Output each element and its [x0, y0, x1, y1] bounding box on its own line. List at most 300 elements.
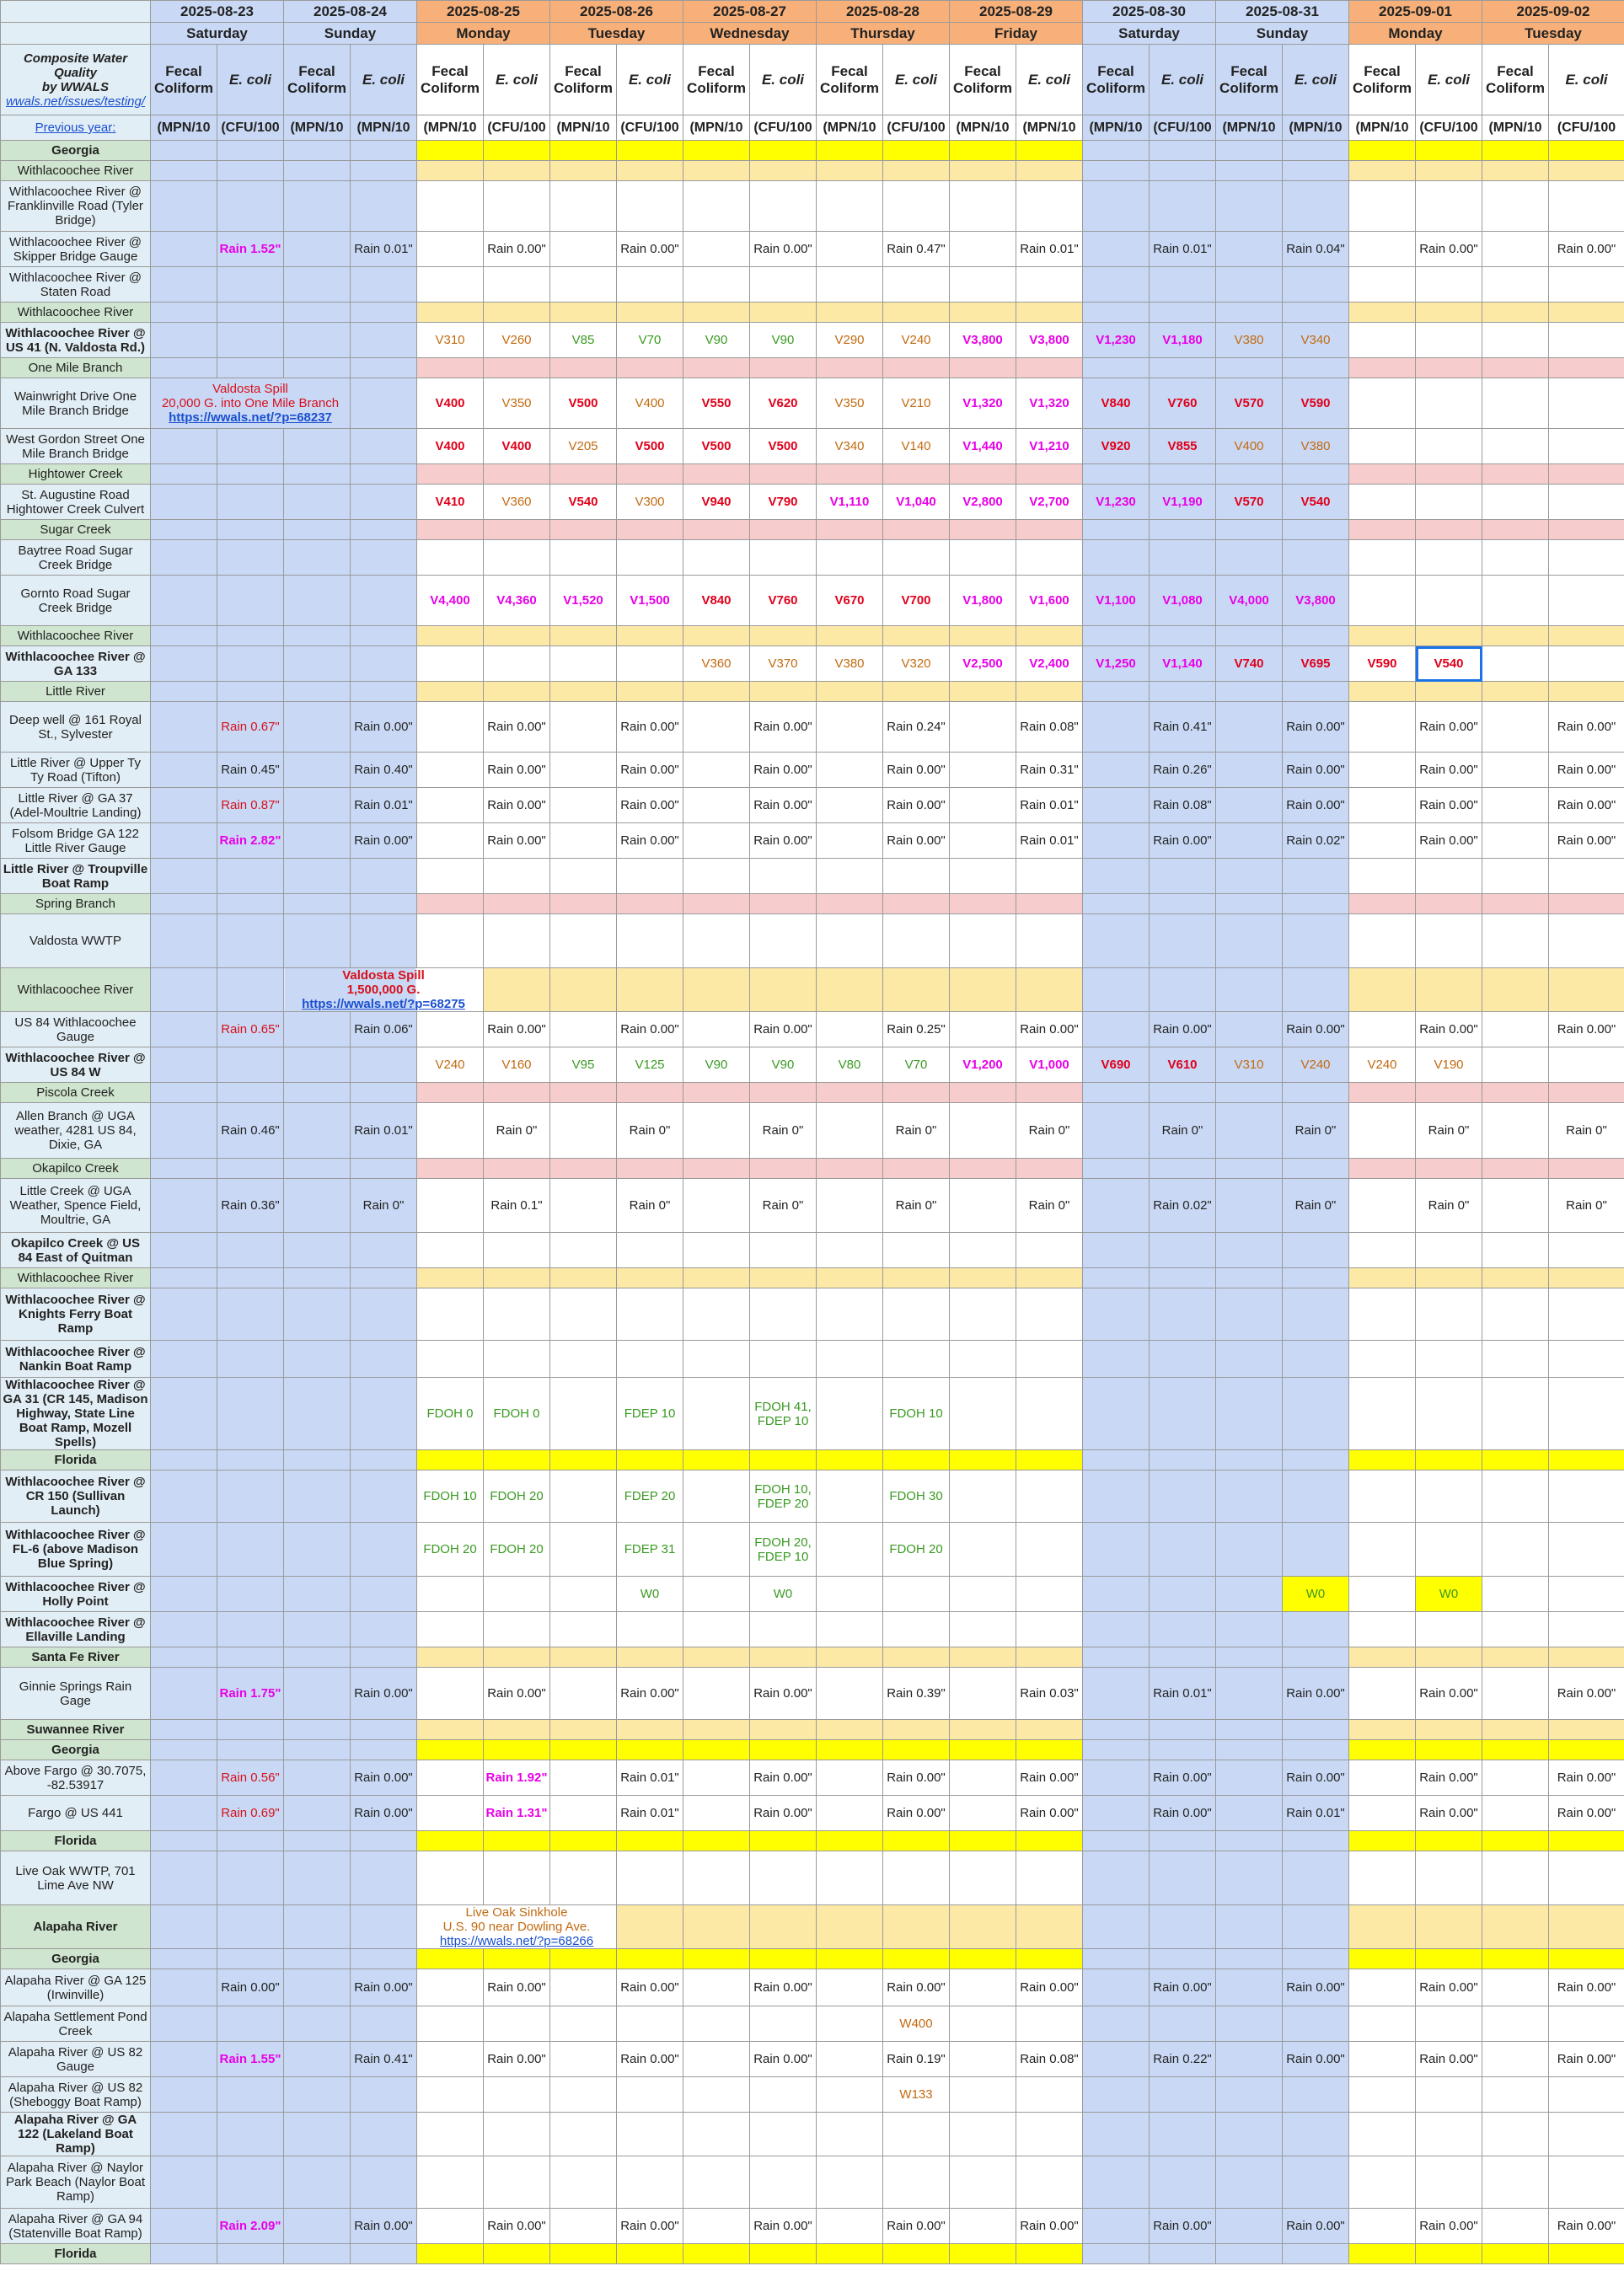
- data-cell[interactable]: [1482, 576, 1549, 626]
- data-cell[interactable]: [617, 1288, 683, 1341]
- data-cell[interactable]: [1283, 1796, 1349, 1831]
- data-cell[interactable]: [817, 1831, 883, 1851]
- data-cell[interactable]: [683, 1760, 750, 1796]
- data-cell[interactable]: [284, 1450, 351, 1470]
- data-cell[interactable]: [617, 1612, 683, 1647]
- data-cell[interactable]: [1150, 267, 1216, 303]
- data-cell[interactable]: [1216, 1341, 1283, 1378]
- data-cell[interactable]: [1482, 894, 1549, 914]
- data-cell[interactable]: [484, 2244, 550, 2264]
- data-cell[interactable]: [1150, 323, 1216, 358]
- data-cell[interactable]: [1016, 1612, 1083, 1647]
- data-cell[interactable]: [1016, 1378, 1083, 1450]
- data-cell[interactable]: [284, 485, 351, 520]
- data-cell[interactable]: [950, 520, 1016, 540]
- data-cell[interactable]: [617, 2006, 683, 2042]
- data-cell[interactable]: [950, 378, 1016, 429]
- data-cell[interactable]: [1150, 914, 1216, 968]
- data-cell[interactable]: [484, 1179, 550, 1233]
- data-cell[interactable]: [883, 1577, 950, 1612]
- data-cell[interactable]: [617, 1577, 683, 1612]
- data-cell[interactable]: [1016, 2209, 1083, 2244]
- data-cell[interactable]: [1482, 267, 1549, 303]
- data-cell[interactable]: [1549, 1047, 1624, 1083]
- data-cell[interactable]: [750, 1760, 817, 1796]
- data-cell[interactable]: [1482, 1179, 1549, 1233]
- data-cell[interactable]: [1416, 323, 1482, 358]
- data-cell[interactable]: [151, 485, 217, 520]
- data-cell[interactable]: [883, 161, 950, 181]
- data-cell[interactable]: [950, 485, 1016, 520]
- data-cell[interactable]: [817, 576, 883, 626]
- data-cell[interactable]: [1083, 2209, 1150, 2244]
- data-cell[interactable]: [1416, 1577, 1482, 1612]
- data-cell[interactable]: [550, 1668, 617, 1720]
- data-cell[interactable]: [683, 181, 750, 232]
- data-cell[interactable]: [883, 894, 950, 914]
- data-cell[interactable]: [217, 485, 284, 520]
- data-cell[interactable]: [151, 1740, 217, 1760]
- data-cell[interactable]: [1482, 788, 1549, 823]
- data-cell[interactable]: [417, 823, 484, 859]
- data-cell[interactable]: [1150, 2156, 1216, 2209]
- data-cell[interactable]: [1482, 1905, 1549, 1949]
- data-cell[interactable]: [284, 358, 351, 378]
- data-cell[interactable]: [417, 1378, 484, 1450]
- data-cell[interactable]: [617, 2042, 683, 2077]
- data-cell[interactable]: [1482, 1760, 1549, 1796]
- data-cell[interactable]: [683, 914, 750, 968]
- data-cell[interactable]: [1349, 378, 1416, 429]
- data-cell[interactable]: [1349, 968, 1416, 1012]
- data-cell[interactable]: [151, 1523, 217, 1577]
- data-cell[interactable]: [883, 753, 950, 788]
- data-cell[interactable]: [284, 464, 351, 485]
- data-cell[interactable]: [617, 1796, 683, 1831]
- data-cell[interactable]: [417, 626, 484, 646]
- data-cell[interactable]: [1283, 2156, 1349, 2209]
- data-cell[interactable]: [1216, 646, 1283, 682]
- data-cell[interactable]: [151, 323, 217, 358]
- data-cell[interactable]: [1549, 520, 1624, 540]
- data-cell[interactable]: [351, 2209, 417, 2244]
- data-cell[interactable]: [950, 429, 1016, 464]
- data-cell[interactable]: [1549, 1969, 1624, 2006]
- data-cell[interactable]: [1283, 1969, 1349, 2006]
- data-cell[interactable]: [1150, 358, 1216, 378]
- data-cell[interactable]: [1083, 968, 1150, 1012]
- data-cell[interactable]: [683, 788, 750, 823]
- data-cell[interactable]: [750, 1083, 817, 1103]
- data-cell[interactable]: [217, 1831, 284, 1851]
- data-cell[interactable]: [1083, 2113, 1150, 2156]
- data-cell[interactable]: [484, 1378, 550, 1450]
- data-cell[interactable]: [617, 968, 683, 1012]
- data-cell[interactable]: [417, 141, 484, 161]
- data-cell[interactable]: [617, 753, 683, 788]
- data-cell[interactable]: [1283, 181, 1349, 232]
- data-cell[interactable]: [617, 859, 683, 894]
- data-cell[interactable]: [1349, 1012, 1416, 1047]
- data-cell[interactable]: [484, 141, 550, 161]
- data-cell[interactable]: [284, 1103, 351, 1159]
- data-cell[interactable]: [883, 323, 950, 358]
- data-cell[interactable]: [351, 1233, 417, 1268]
- data-cell[interactable]: [1283, 753, 1349, 788]
- data-cell[interactable]: [1349, 1341, 1416, 1378]
- data-cell[interactable]: [883, 823, 950, 859]
- data-cell[interactable]: [1216, 1179, 1283, 1233]
- data-cell[interactable]: [1416, 2244, 1482, 2264]
- data-cell[interactable]: [683, 1668, 750, 1720]
- data-cell[interactable]: [683, 682, 750, 702]
- data-cell[interactable]: [1016, 2113, 1083, 2156]
- data-cell[interactable]: [683, 823, 750, 859]
- data-cell[interactable]: [1083, 1905, 1150, 1949]
- data-cell[interactable]: [550, 2156, 617, 2209]
- data-cell[interactable]: [950, 1523, 1016, 1577]
- data-cell[interactable]: [1416, 1268, 1482, 1288]
- data-cell[interactable]: [484, 2006, 550, 2042]
- data-cell[interactable]: [484, 702, 550, 753]
- data-cell[interactable]: [151, 1831, 217, 1851]
- data-cell[interactable]: [883, 1949, 950, 1969]
- data-cell[interactable]: [284, 1612, 351, 1647]
- data-cell[interactable]: [550, 1523, 617, 1577]
- data-cell[interactable]: [1150, 161, 1216, 181]
- data-cell[interactable]: [883, 1612, 950, 1647]
- data-cell[interactable]: [883, 1159, 950, 1179]
- data-cell[interactable]: [817, 753, 883, 788]
- data-cell[interactable]: [1216, 1969, 1283, 2006]
- data-cell[interactable]: [151, 968, 217, 1012]
- data-cell[interactable]: [284, 267, 351, 303]
- data-cell[interactable]: [1150, 1740, 1216, 1760]
- data-cell[interactable]: [1016, 894, 1083, 914]
- data-cell[interactable]: [1150, 2006, 1216, 2042]
- data-cell[interactable]: [1482, 1012, 1549, 1047]
- data-cell[interactable]: [1016, 1523, 1083, 1577]
- data-cell[interactable]: [950, 540, 1016, 576]
- data-cell[interactable]: [617, 1720, 683, 1740]
- data-cell[interactable]: [617, 894, 683, 914]
- data-cell[interactable]: [1150, 702, 1216, 753]
- data-cell[interactable]: [817, 540, 883, 576]
- data-cell[interactable]: [1482, 1612, 1549, 1647]
- data-cell[interactable]: [351, 1012, 417, 1047]
- data-cell[interactable]: [950, 303, 1016, 323]
- data-cell[interactable]: [351, 1268, 417, 1288]
- data-cell[interactable]: [1482, 1047, 1549, 1083]
- data-cell[interactable]: [617, 1647, 683, 1668]
- data-cell[interactable]: [217, 1233, 284, 1268]
- data-cell[interactable]: [750, 520, 817, 540]
- data-cell[interactable]: [1150, 646, 1216, 682]
- data-cell[interactable]: [550, 303, 617, 323]
- data-cell[interactable]: [1150, 823, 1216, 859]
- data-cell[interactable]: [1083, 1470, 1150, 1523]
- data-cell[interactable]: [284, 429, 351, 464]
- data-cell[interactable]: [417, 1720, 484, 1740]
- data-cell[interactable]: [750, 1831, 817, 1851]
- data-cell[interactable]: [950, 576, 1016, 626]
- data-cell[interactable]: [683, 141, 750, 161]
- data-cell[interactable]: [1349, 1796, 1416, 1831]
- data-cell[interactable]: [683, 1288, 750, 1341]
- data-cell[interactable]: [950, 1647, 1016, 1668]
- data-cell[interactable]: [1283, 2209, 1349, 2244]
- data-cell[interactable]: [617, 1233, 683, 1268]
- data-cell[interactable]: [217, 1668, 284, 1720]
- data-cell[interactable]: [1016, 1047, 1083, 1083]
- data-cell[interactable]: [1349, 1720, 1416, 1740]
- data-cell[interactable]: [151, 141, 217, 161]
- data-cell[interactable]: [1216, 626, 1283, 646]
- data-cell[interactable]: [351, 267, 417, 303]
- data-cell[interactable]: [617, 2156, 683, 2209]
- data-cell[interactable]: [617, 1969, 683, 2006]
- data-cell[interactable]: [484, 2156, 550, 2209]
- data-cell[interactable]: [284, 141, 351, 161]
- data-cell[interactable]: [683, 485, 750, 520]
- data-cell[interactable]: [1016, 702, 1083, 753]
- data-cell[interactable]: [750, 823, 817, 859]
- data-cell[interactable]: [1416, 485, 1482, 520]
- data-cell[interactable]: [683, 464, 750, 485]
- data-cell[interactable]: [683, 267, 750, 303]
- data-cell[interactable]: [484, 753, 550, 788]
- data-cell[interactable]: [1150, 682, 1216, 702]
- data-cell[interactable]: [950, 1341, 1016, 1378]
- data-cell[interactable]: [1283, 1760, 1349, 1796]
- data-cell[interactable]: [750, 267, 817, 303]
- data-cell[interactable]: [284, 1012, 351, 1047]
- data-cell[interactable]: [1216, 788, 1283, 823]
- data-cell[interactable]: [1416, 1083, 1482, 1103]
- data-cell[interactable]: [1283, 626, 1349, 646]
- data-cell[interactable]: [1216, 267, 1283, 303]
- data-cell[interactable]: [284, 323, 351, 358]
- data-cell[interactable]: [1083, 753, 1150, 788]
- data-cell[interactable]: [750, 626, 817, 646]
- data-cell[interactable]: [1283, 520, 1349, 540]
- data-cell[interactable]: [1549, 823, 1624, 859]
- data-cell[interactable]: [750, 1647, 817, 1668]
- data-cell[interactable]: [151, 1012, 217, 1047]
- data-cell[interactable]: [284, 753, 351, 788]
- data-cell[interactable]: [617, 161, 683, 181]
- data-cell[interactable]: [1016, 429, 1083, 464]
- data-cell[interactable]: [550, 267, 617, 303]
- data-cell[interactable]: [750, 1341, 817, 1378]
- data-cell[interactable]: [1482, 485, 1549, 520]
- data-cell[interactable]: [817, 1103, 883, 1159]
- data-cell[interactable]: [683, 859, 750, 894]
- data-cell[interactable]: [284, 914, 351, 968]
- data-cell[interactable]: [1549, 141, 1624, 161]
- data-cell[interactable]: [1016, 2244, 1083, 2264]
- data-cell[interactable]: [1283, 429, 1349, 464]
- data-cell[interactable]: [883, 2156, 950, 2209]
- data-cell[interactable]: [1150, 788, 1216, 823]
- data-cell[interactable]: [750, 1523, 817, 1577]
- data-cell[interactable]: [550, 1577, 617, 1612]
- data-cell[interactable]: [1016, 267, 1083, 303]
- data-cell[interactable]: [417, 323, 484, 358]
- data-cell[interactable]: [351, 161, 417, 181]
- data-cell[interactable]: [417, 1740, 484, 1760]
- data-cell[interactable]: [1150, 894, 1216, 914]
- data-cell[interactable]: [484, 1831, 550, 1851]
- data-cell[interactable]: [284, 1341, 351, 1378]
- data-cell[interactable]: [1416, 702, 1482, 753]
- data-cell[interactable]: [750, 485, 817, 520]
- data-cell[interactable]: [1150, 1047, 1216, 1083]
- data-cell[interactable]: [1083, 2077, 1150, 2113]
- data-cell[interactable]: [1016, 1760, 1083, 1796]
- data-cell[interactable]: [883, 1523, 950, 1577]
- data-cell[interactable]: [1549, 1012, 1624, 1047]
- data-cell[interactable]: [484, 485, 550, 520]
- data-cell[interactable]: [151, 914, 217, 968]
- data-cell[interactable]: [550, 859, 617, 894]
- data-cell[interactable]: [217, 2209, 284, 2244]
- data-cell[interactable]: [617, 1103, 683, 1159]
- data-cell[interactable]: [617, 1012, 683, 1047]
- data-cell[interactable]: [1216, 520, 1283, 540]
- data-cell[interactable]: [1016, 1179, 1083, 1233]
- data-cell[interactable]: [1216, 540, 1283, 576]
- data-cell[interactable]: [683, 1905, 750, 1949]
- data-cell[interactable]: [284, 682, 351, 702]
- data-cell[interactable]: [1549, 968, 1624, 1012]
- data-cell[interactable]: [550, 1378, 617, 1450]
- data-cell[interactable]: [351, 2006, 417, 2042]
- data-cell[interactable]: [1549, 358, 1624, 378]
- data-cell[interactable]: [1416, 646, 1482, 682]
- data-cell[interactable]: [883, 1083, 950, 1103]
- data-cell[interactable]: [550, 914, 617, 968]
- data-cell[interactable]: [950, 323, 1016, 358]
- data-cell[interactable]: [151, 682, 217, 702]
- data-cell[interactable]: [750, 702, 817, 753]
- data-cell[interactable]: [151, 2209, 217, 2244]
- data-cell[interactable]: [484, 2042, 550, 2077]
- data-cell[interactable]: [1482, 1523, 1549, 1577]
- data-cell[interactable]: [1283, 232, 1349, 267]
- data-cell[interactable]: [1150, 1523, 1216, 1577]
- data-cell[interactable]: [151, 702, 217, 753]
- data-cell[interactable]: [417, 1796, 484, 1831]
- data-cell[interactable]: [883, 232, 950, 267]
- data-cell[interactable]: [1349, 464, 1416, 485]
- data-cell[interactable]: [1549, 1740, 1624, 1760]
- data-cell[interactable]: [351, 1612, 417, 1647]
- data-cell[interactable]: [1150, 1012, 1216, 1047]
- data-cell[interactable]: [550, 1268, 617, 1288]
- data-cell[interactable]: [1283, 1577, 1349, 1612]
- data-cell[interactable]: [417, 702, 484, 753]
- data-cell[interactable]: [1283, 1740, 1349, 1760]
- data-cell[interactable]: [1416, 1159, 1482, 1179]
- data-cell[interactable]: [217, 1378, 284, 1450]
- data-cell[interactable]: [217, 141, 284, 161]
- data-cell[interactable]: [617, 323, 683, 358]
- data-cell[interactable]: [151, 1159, 217, 1179]
- data-cell[interactable]: [550, 1612, 617, 1647]
- data-cell[interactable]: [484, 2113, 550, 2156]
- data-cell[interactable]: [883, 303, 950, 323]
- data-cell[interactable]: [217, 788, 284, 823]
- data-cell[interactable]: [417, 646, 484, 682]
- data-cell[interactable]: [550, 823, 617, 859]
- data-cell[interactable]: [1150, 753, 1216, 788]
- data-cell[interactable]: [151, 161, 217, 181]
- data-cell[interactable]: [883, 1668, 950, 1720]
- data-cell[interactable]: [883, 859, 950, 894]
- data-cell[interactable]: [1482, 753, 1549, 788]
- data-cell[interactable]: [950, 1831, 1016, 1851]
- data-cell[interactable]: [750, 1851, 817, 1905]
- data-cell[interactable]: [484, 646, 550, 682]
- data-cell[interactable]: [417, 267, 484, 303]
- data-cell[interactable]: [151, 1268, 217, 1288]
- data-cell[interactable]: [950, 646, 1016, 682]
- data-cell[interactable]: [217, 2113, 284, 2156]
- data-cell[interactable]: [1283, 914, 1349, 968]
- data-cell[interactable]: [484, 914, 550, 968]
- data-cell[interactable]: [1216, 576, 1283, 626]
- data-cell[interactable]: [1349, 1288, 1416, 1341]
- data-cell[interactable]: [217, 2156, 284, 2209]
- data-cell[interactable]: [1283, 267, 1349, 303]
- data-cell[interactable]: [1083, 1949, 1150, 1969]
- data-cell[interactable]: [1549, 646, 1624, 682]
- data-cell[interactable]: [950, 1012, 1016, 1047]
- data-cell[interactable]: [1416, 626, 1482, 646]
- data-cell[interactable]: [1016, 520, 1083, 540]
- data-cell[interactable]: [1216, 1083, 1283, 1103]
- data-cell[interactable]: [950, 232, 1016, 267]
- data-cell[interactable]: [1416, 823, 1482, 859]
- data-cell[interactable]: [683, 1378, 750, 1450]
- data-cell[interactable]: [284, 1233, 351, 1268]
- data-cell[interactable]: [1016, 1905, 1083, 1949]
- data-cell[interactable]: [151, 788, 217, 823]
- data-cell[interactable]: [1416, 303, 1482, 323]
- data-cell[interactable]: [284, 1083, 351, 1103]
- data-cell[interactable]: [1416, 1523, 1482, 1577]
- data-cell[interactable]: [1016, 823, 1083, 859]
- data-cell[interactable]: [750, 1288, 817, 1341]
- data-cell[interactable]: [617, 914, 683, 968]
- data-cell[interactable]: [1216, 914, 1283, 968]
- data-cell[interactable]: [1216, 2244, 1283, 2264]
- data-cell[interactable]: [1482, 646, 1549, 682]
- data-cell[interactable]: [1349, 429, 1416, 464]
- data-cell[interactable]: [1216, 1796, 1283, 1831]
- data-cell[interactable]: [284, 2209, 351, 2244]
- data-cell[interactable]: [1482, 1720, 1549, 1740]
- data-cell[interactable]: [284, 626, 351, 646]
- data-cell[interactable]: [817, 1796, 883, 1831]
- data-cell[interactable]: [1349, 1083, 1416, 1103]
- data-cell[interactable]: [1416, 540, 1482, 576]
- data-cell[interactable]: [750, 2006, 817, 2042]
- data-cell[interactable]: [484, 323, 550, 358]
- data-cell[interactable]: [1283, 2042, 1349, 2077]
- data-cell[interactable]: [883, 1103, 950, 1159]
